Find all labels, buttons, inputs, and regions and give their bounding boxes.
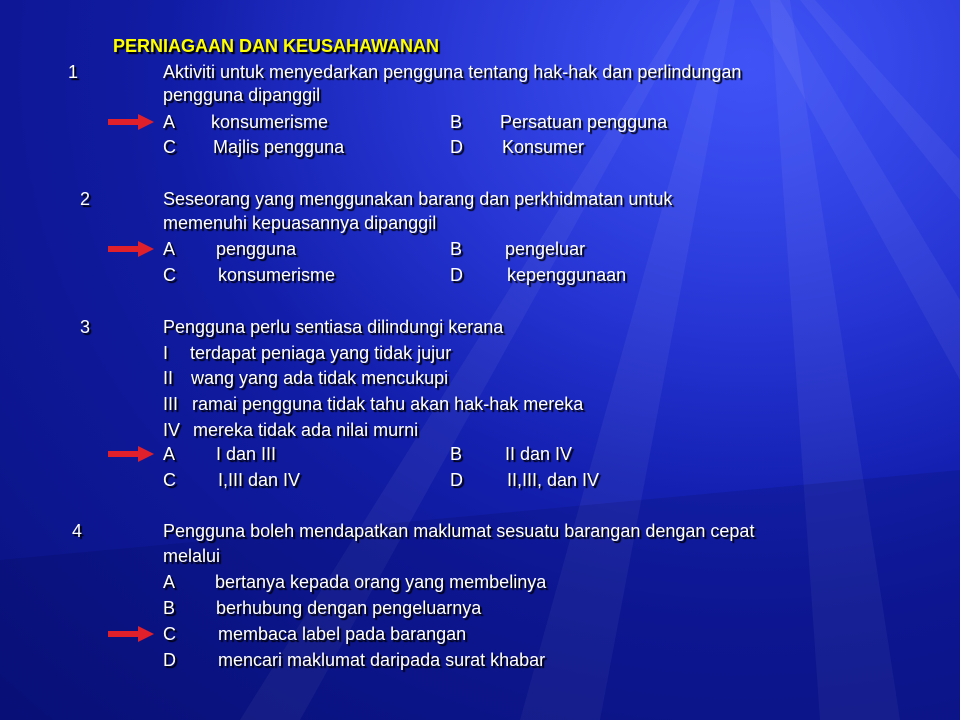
q4-answer-arrow-icon xyxy=(108,625,154,643)
q1-option-a-letter: A xyxy=(163,112,176,132)
q3-statement-iv-text: mereka tidak ada nilai murni xyxy=(193,420,419,440)
q4-stem-line1: Pengguna boleh mendapatkan maklumat sesuatu barangan dengan cepat xyxy=(163,521,755,541)
q2-option-b-text: pengeluar xyxy=(505,239,586,259)
q1-stem-line2: pengguna dipanggil xyxy=(163,85,321,105)
slide-title: PERNIAGAAN DAN KEUSAHAWANAN xyxy=(113,36,440,56)
q2-option-c-text: konsumerisme xyxy=(218,265,336,285)
q2-option-b-letter: B xyxy=(450,239,463,259)
q3-statement-ii-text: wang yang ada tidak mencukupi xyxy=(191,368,449,388)
q3-option-d-text: II,III, dan IV xyxy=(507,470,600,490)
q3-option-a-text: I dan III xyxy=(216,444,277,464)
q2-stem-line1: Seseorang yang menggunakan barang dan perkhidmatan untuk xyxy=(163,189,673,209)
q3-option-d-letter: D xyxy=(450,470,463,490)
q4-option-d-text: mencari maklumat daripada surat khabar xyxy=(218,650,546,670)
q2-stem-line2: memenuhi kepuasannya dipanggil xyxy=(163,213,437,233)
q3-statement-iii-numeral: III xyxy=(163,394,179,414)
q1-option-c-letter: C xyxy=(163,137,176,157)
q1-option-d-letter: D xyxy=(450,137,463,157)
q3-option-b-letter: B xyxy=(450,444,463,464)
q1-option-b-letter: B xyxy=(450,112,463,132)
q4-option-a-text: bertanya kepada orang yang membelinya xyxy=(215,572,547,592)
q4-option-b-text: berhubung dengan pengeluarnya xyxy=(216,598,482,618)
q3-option-b-text: II dan IV xyxy=(505,444,573,464)
q3-statement-i-text: terdapat peniaga yang tidak jujur xyxy=(190,343,452,363)
q3-statement-i-numeral: I xyxy=(163,343,169,363)
q4-option-b-letter: B xyxy=(163,598,176,618)
q1-option-b-text: Persatuan pengguna xyxy=(500,112,668,132)
q4-option-a-letter: A xyxy=(163,572,176,592)
q4-option-c-letter: C xyxy=(163,624,176,644)
q4-stem-line2: melalui xyxy=(163,546,221,566)
q3-statement-iv-numeral: IV xyxy=(163,420,181,440)
q3-option-a-letter: A xyxy=(163,444,176,464)
q1-stem-line1: Aktiviti untuk menyedarkan pengguna tentang hak-hak dan perlindungan xyxy=(163,62,742,82)
q4-number: 4 xyxy=(72,521,83,541)
q3-statement-iii-text: ramai pengguna tidak tahu akan hak-hak mereka xyxy=(192,394,584,414)
q2-option-a-text: pengguna xyxy=(216,239,297,259)
q2-option-d-letter: D xyxy=(450,265,463,285)
q1-option-d-text: Konsumer xyxy=(502,137,585,157)
q1-number: 1 xyxy=(68,62,79,82)
q2-answer-arrow-icon xyxy=(108,240,154,258)
q3-option-c-text: I,III dan IV xyxy=(218,470,301,490)
q3-statement-ii-numeral: II xyxy=(163,368,174,388)
q2-option-d-text: kepenggunaan xyxy=(507,265,627,285)
q3-option-c-letter: C xyxy=(163,470,176,490)
q1-option-a-text: konsumerisme xyxy=(211,112,329,132)
q2-option-c-letter: C xyxy=(163,265,176,285)
q2-number: 2 xyxy=(80,189,91,209)
q1-option-c-text: Majlis pengguna xyxy=(213,137,345,157)
q3-stem-line1: Pengguna perlu sentiasa dilindungi kerana xyxy=(163,317,504,337)
q3-number: 3 xyxy=(80,317,91,337)
q2-option-a-letter: A xyxy=(163,239,176,259)
q1-answer-arrow-icon xyxy=(108,113,154,131)
q3-answer-arrow-icon xyxy=(108,445,154,463)
q4-option-d-letter: D xyxy=(163,650,176,670)
q4-option-c-text: membaca label pada barangan xyxy=(218,624,467,644)
